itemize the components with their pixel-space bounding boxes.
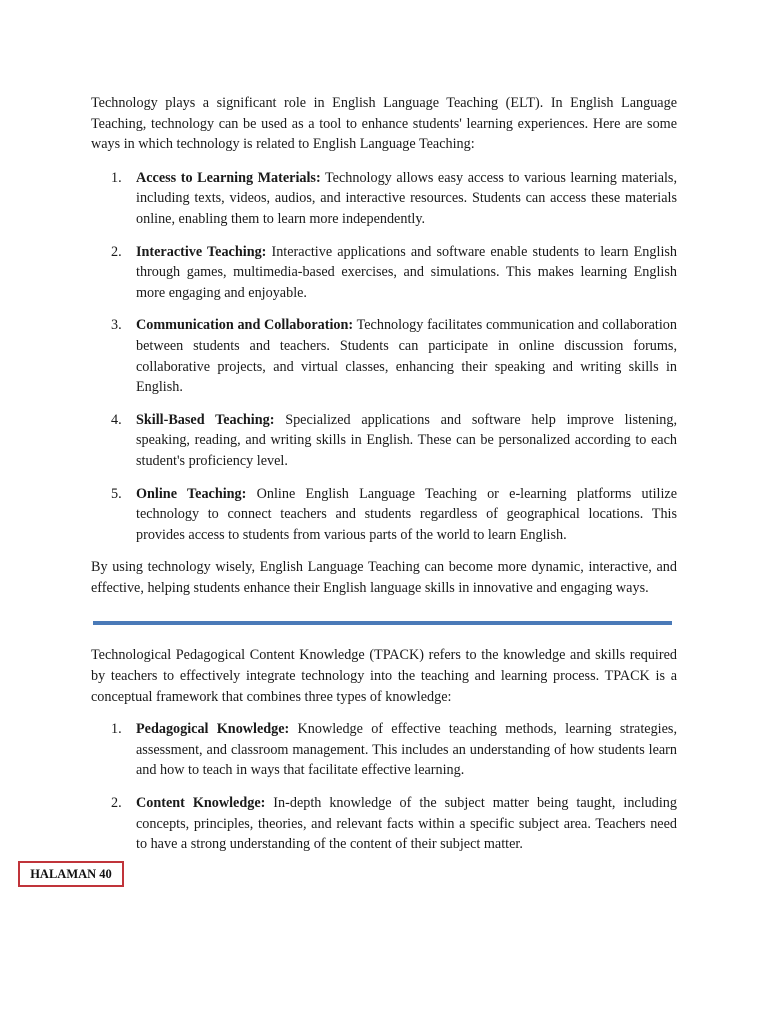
document-page: [91, 93, 677, 855]
list-item: [91, 719, 677, 781]
list-number: 2.: [111, 243, 122, 260]
list-item: [91, 242, 677, 304]
list-item-title: Pedagogical Knowledge:: [136, 721, 290, 738]
list-number: 1.: [111, 721, 122, 738]
list-item-title: Skill-Based Teaching:: [136, 411, 275, 428]
list-item-title: Access to Learning Materials:: [136, 169, 321, 186]
list-number: 5.: [111, 485, 122, 502]
section2-list: [91, 719, 677, 855]
page-number-badge: HALAMAN 40: [18, 861, 124, 887]
list-item: [91, 410, 677, 472]
section1-conclusion: By using technology wisely, English Language Teaching can become more dynamic, interactive, and effective, helping students enhance their English language skills in innovative and engaging ways.: [91, 559, 677, 596]
list-item: [91, 484, 677, 546]
list-item-text: Technology facilitates communication and collaboration between students and teachers. Students can participate in online discussion forums, collaborative projects, and virtual classes, enhancing their speaking and writing skills in English.: [136, 317, 677, 396]
section1-list: [91, 168, 677, 546]
list-item-text: Interactive applications and software enable students to learn English through games, multimedia-based exercises, and simulations. This makes learning English more engaging and enjoyable.: [136, 243, 677, 301]
list-item: [91, 793, 677, 855]
list-item-text: Knowledge of effective teaching methods, learning strategies, assessment, and classroom management. This includes an understanding of how students learn and how to teach in ways that facilitate effective learning.: [136, 721, 677, 779]
section-divider: [93, 621, 672, 625]
list-item-title: Interactive Teaching:: [136, 243, 267, 260]
list-item: [91, 315, 677, 397]
list-item-title: Communication and Collaboration:: [136, 317, 354, 334]
section2-intro: Technological Pedagogical Content Knowledge (TPACK) refers to the knowledge and skills required by teachers to effectively integrate technology into the teaching and learning process. TPACK is a conceptual framework that combines three types of knowledge:: [91, 647, 677, 705]
list-number: 2.: [111, 795, 122, 812]
list-item-text: In-depth knowledge of the subject matter being taught, including concepts, principles, theories, and relevant facts within a specific subject area. Teachers need to have a strong understanding of the content of their subject matter.: [136, 795, 677, 853]
list-item-title: Content Knowledge:: [136, 795, 266, 812]
list-item-text: Online English Language Teaching or e-learning platforms utilize technology to connect teachers and students regardless of geographical locations. This provides access to students from various parts of the world to learn English.: [136, 485, 677, 543]
list-number: 4.: [111, 411, 122, 428]
list-number: 3.: [111, 317, 122, 334]
list-number: 1.: [111, 169, 122, 186]
list-item-text: Technology allows easy access to various learning materials, including texts, videos, audios, and interactive resources. Students can access these materials online, enabling them to learn more independently.: [136, 169, 678, 227]
section1-intro: Technology plays a significant role in English Language Teaching (ELT). In English Language Teaching, technology can be used as a tool to enhance students' learning experiences. Here are some ways in which technology is related to English Language Teaching:: [91, 95, 677, 153]
list-item-text: Specialized applications and software help improve listening, speaking, reading, and writing skills in English. These can be personalized according to each student's proficiency level.: [136, 411, 677, 469]
list-item-title: Online Teaching:: [136, 485, 247, 502]
list-item: [91, 168, 677, 230]
